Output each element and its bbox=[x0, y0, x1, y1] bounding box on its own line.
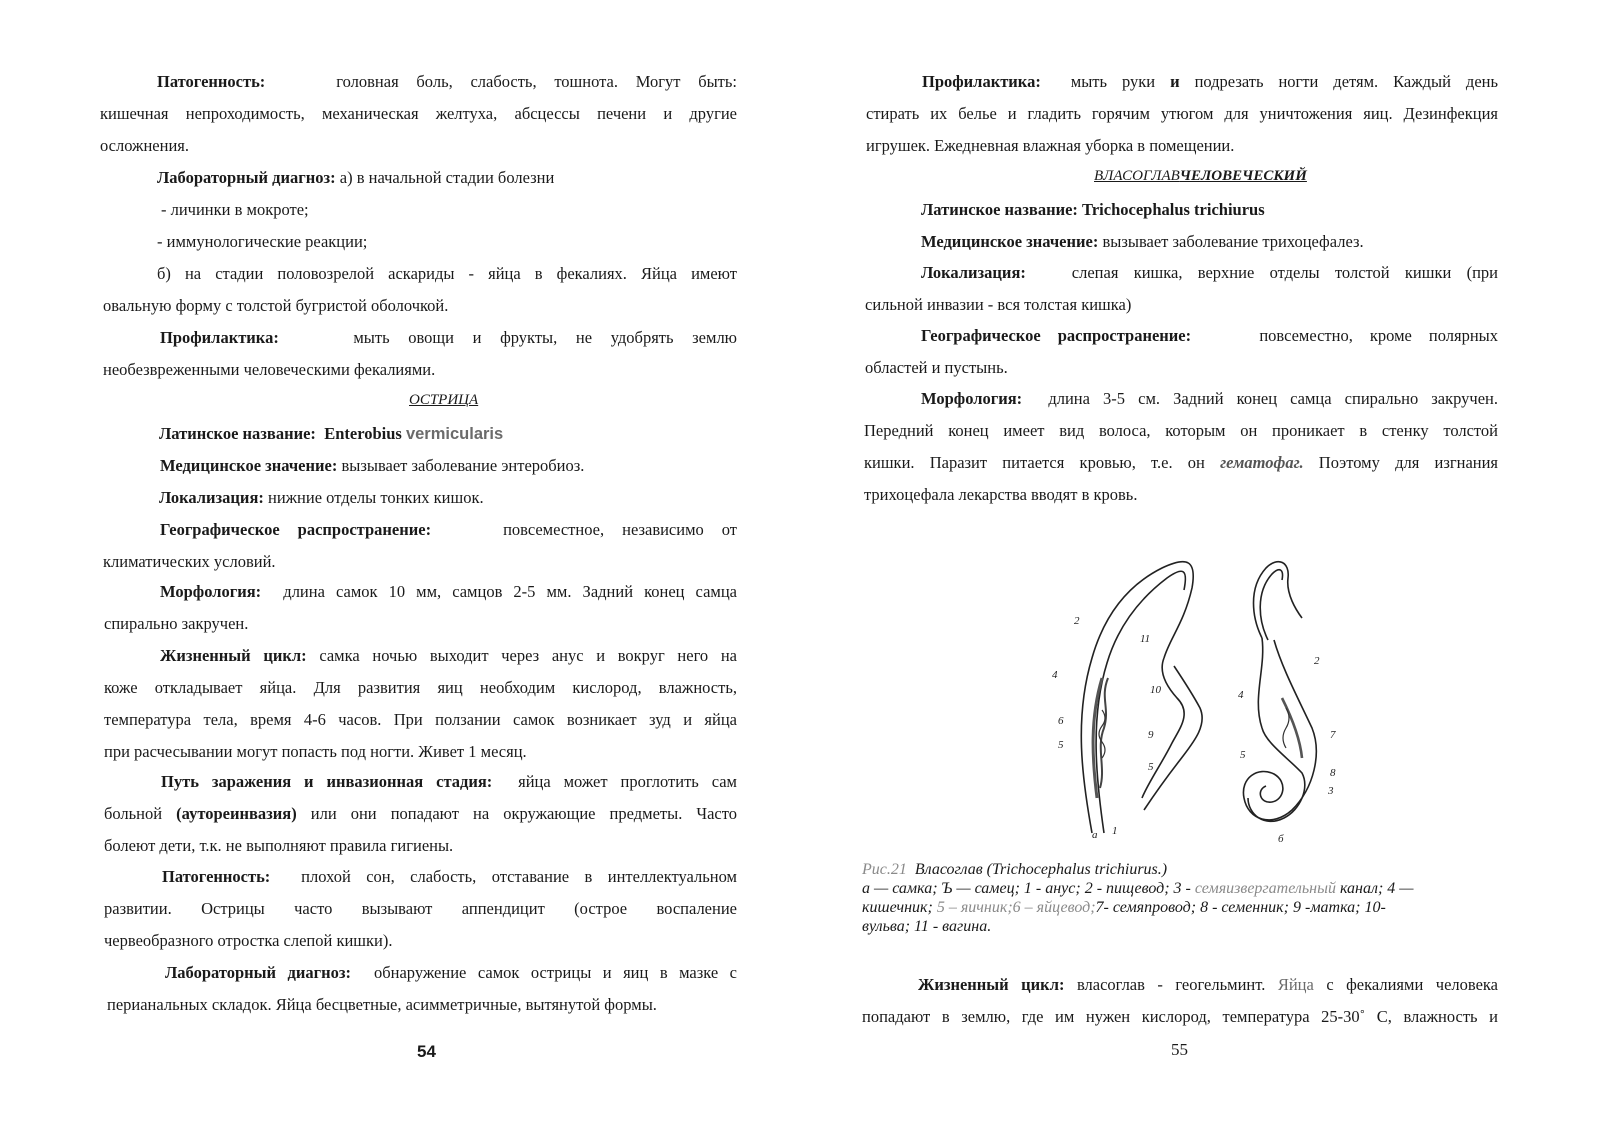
localization-label: Локализация: bbox=[159, 488, 264, 507]
pathogenicity2-line3: червеобразного отростка слепой кишки). bbox=[104, 931, 393, 950]
pathogenicity-label: Патогенность: bbox=[157, 72, 266, 91]
fig-label-7: 7 bbox=[1330, 729, 1336, 741]
lifecycle-line3: температура тела, время 4-6 часов. При ползании самок возникает зуд и яйца bbox=[104, 710, 737, 729]
r-morphology-line1 bbox=[921, 383, 1498, 415]
text-span: власоглав - геогельминт. bbox=[1076, 975, 1266, 994]
fig-label-a: a bbox=[1092, 829, 1098, 841]
fig-label-b: б bbox=[1278, 833, 1284, 845]
text-span: яйца может проглотить сам bbox=[518, 772, 737, 791]
text-span: больной bbox=[104, 804, 163, 823]
text-span: мыть овощи и фрукты, не удобрять землю bbox=[353, 328, 737, 347]
r-lifecycle-line1 bbox=[918, 969, 1498, 1001]
text-span: длина самок 10 мм, самцов 2-5 мм. Задний конец самца bbox=[283, 582, 738, 601]
text-span: и bbox=[1170, 72, 1180, 91]
r-localization-line2: сильной инвазии - вся толстая кишка) bbox=[865, 295, 1132, 314]
lab-diagnosis-label: Лабораторный диагноз: bbox=[157, 168, 336, 187]
fig-label-2m: 2 bbox=[1314, 655, 1320, 667]
lab-diagnosis2-line1 bbox=[165, 957, 737, 989]
infection-route-label: Путь заражения и инвазионная стадия: bbox=[161, 772, 493, 791]
lab-stage-b-line1: б) на стадии половозрелой аскариды - яйца в фекалиях. Яйца имеют bbox=[157, 264, 737, 283]
autoreinvasion-term: (аутореинвазия) bbox=[176, 804, 297, 823]
lifecycle-label: Жизненный цикл: bbox=[160, 646, 307, 665]
fig-label-1: 1 bbox=[1112, 825, 1118, 837]
r-geography-line2: областей и пустынь. bbox=[865, 358, 1008, 377]
section-title-whipworm bbox=[1094, 168, 1307, 185]
r-prophylaxis-label: Профилактика: bbox=[922, 72, 1041, 91]
lab-diagnosis2-label: Лабораторный диагноз: bbox=[165, 963, 352, 982]
page-number-left: 54 bbox=[417, 1042, 436, 1061]
caption-legend-line1 bbox=[862, 879, 1512, 898]
r-localization-label: Локализация: bbox=[921, 263, 1026, 282]
text-span: длина 3-5 см. Задний конец самца спирально закручен. bbox=[1048, 389, 1499, 408]
r-prophylaxis-line2: стирать их белье и гладить горячим утюгом для уничтожения яиц. Дезинфекция bbox=[866, 104, 1498, 123]
pathogenicity2-line2: развитии. Острицы часто вызывают аппендицит (острое воспаление bbox=[104, 899, 737, 918]
text-span: канал; 4 — bbox=[1339, 880, 1414, 897]
text-span: слепая кишка, верхние отделы толстой кишки (при bbox=[1071, 263, 1498, 282]
pathogenicity2-label: Патогенность: bbox=[162, 867, 271, 886]
section-title-pinworm: ОСТРИЦА bbox=[409, 392, 479, 408]
morphology-line2: спирально закручен. bbox=[104, 614, 249, 633]
fig-label-3: 3 bbox=[1328, 785, 1334, 797]
fig-label-10: 10 bbox=[1150, 684, 1161, 696]
text-span: семяизвергательный bbox=[1194, 880, 1336, 897]
lab-diagnosis2-line2: перианальных складок. Яйца бесцветные, асимметричные, вытянутой формы. bbox=[107, 995, 657, 1014]
text-span: нижние отделы тонких кишок. bbox=[268, 488, 484, 507]
text-span: плохой сон, слабость, отставание в интеллектуальном bbox=[301, 867, 737, 886]
fig-label-9: 9 bbox=[1148, 729, 1154, 741]
pathogenicity-line2: кишечная непроходимость, механическая желтуха, абсцессы печени и другие bbox=[100, 104, 737, 123]
text-span: Поэтому для изгнания bbox=[1318, 453, 1499, 472]
r-prophylaxis-line1 bbox=[922, 66, 1498, 98]
lab-stage-b-line2: овальную форму с толстой бугристой оболочкой. bbox=[103, 296, 449, 315]
latin-name-label: Латинское название: bbox=[159, 424, 316, 443]
fig-label-8: 8 bbox=[1330, 767, 1336, 779]
fig-label-2: 2 bbox=[1074, 615, 1080, 627]
geography-line1 bbox=[160, 514, 737, 546]
caption-title-line bbox=[862, 860, 1512, 879]
r-lifecycle-line2: попадают в землю, где им нужен кислород, температура 25-30˚ С, влажность и bbox=[862, 1007, 1498, 1026]
lifecycle-line1 bbox=[160, 640, 737, 672]
fig-label-6: 6 bbox=[1058, 715, 1064, 727]
morphology-line1 bbox=[160, 576, 737, 608]
text-span: Яйца bbox=[1277, 975, 1314, 994]
lab-item-sputum: - личинки в мокроте; bbox=[161, 200, 309, 219]
r-morphology-line3 bbox=[864, 447, 1498, 479]
pathogenicity2-line1 bbox=[162, 861, 737, 893]
latin-species: vermicularis bbox=[405, 425, 504, 443]
text-span: 5 – яичник;6 – яйцевод; bbox=[936, 899, 1096, 916]
r-lifecycle-label: Жизненный цикл: bbox=[918, 975, 1065, 994]
r-latin-name-label: Латинское название: Trichocephalus trichiurus bbox=[921, 200, 1265, 219]
r-geography-label: Географическое распространение: bbox=[921, 326, 1192, 345]
hematophage-term: гематофаг. bbox=[1220, 453, 1304, 472]
text-span: самка ночью выходит через анус и вокруг него на bbox=[319, 646, 737, 665]
r-morphology-line4: трихоцефала лекарства вводят в кровь. bbox=[864, 485, 1138, 504]
prophylaxis-label: Профилактика: bbox=[160, 328, 279, 347]
text-span: ЧЕЛОВЕЧЕСКИЙ bbox=[1179, 168, 1307, 184]
r-medical-significance-label: Медицинское значение: bbox=[921, 232, 1099, 251]
whipworm-figure bbox=[1052, 548, 1342, 848]
geography-label: Географическое распространение: bbox=[160, 520, 432, 539]
medical-significance-line bbox=[160, 450, 584, 482]
lab-item-immuno: - иммунологические реакции; bbox=[157, 232, 368, 251]
text-span: обнаружение самок острицы и яиц в мазке с bbox=[374, 963, 738, 982]
figure-caption bbox=[862, 860, 1512, 936]
lifecycle-line4: при расчесывании могут попасть под ногти. Живет 1 месяц. bbox=[104, 742, 527, 761]
text-span: повсеместно, кроме полярных bbox=[1259, 326, 1499, 345]
morphology-label: Морфология: bbox=[160, 582, 262, 601]
right-page bbox=[800, 0, 1600, 1136]
text-span: вызывает заболевание энтеробиоз. bbox=[341, 456, 585, 475]
medical-significance-label: Медицинское значение: bbox=[160, 456, 338, 475]
prophylaxis-line2: необезвреженными человеческими фекалиями. bbox=[103, 360, 436, 379]
pathogenicity-line1 bbox=[157, 66, 737, 98]
latin-genus: Enterobius bbox=[324, 424, 402, 443]
fig-label-5m: 5 bbox=[1240, 749, 1246, 761]
text-span: а) в начальной стадии болезни bbox=[339, 168, 555, 187]
text-span: а — самка; Ъ — самец; 1 - анус; 2 - пищевод; 3 - bbox=[862, 880, 1191, 897]
text-span: кишечник; bbox=[862, 899, 933, 916]
male-worm-drawing bbox=[1243, 562, 1316, 822]
text-span: 7- семяпровод; 8 - семенник; 9 -матка; 10- bbox=[1095, 899, 1386, 916]
pathogenicity-line3: осложнения. bbox=[100, 136, 189, 155]
localization-line bbox=[159, 482, 484, 514]
fig-label-5: 5 bbox=[1058, 739, 1064, 751]
caption-legend-line3: вульва; 11 - вагина. bbox=[862, 918, 992, 935]
latin-name-line bbox=[159, 418, 503, 450]
page-number-right: 55 bbox=[1171, 1040, 1188, 1059]
fig-label-11: 11 bbox=[1140, 633, 1151, 645]
text-span: мыть руки bbox=[1070, 72, 1156, 91]
text-span: вызывает заболевание трихоцефалез. bbox=[1102, 232, 1364, 251]
r-latin-name-line bbox=[921, 194, 1265, 226]
text-span: кишки. Паразит питается кровью, т.е. он bbox=[864, 453, 1205, 472]
text-span: с фекалиями человека bbox=[1326, 975, 1498, 994]
infection-route-line1 bbox=[161, 766, 737, 798]
infection-route-line2 bbox=[104, 798, 737, 830]
geography-line2: климатических условий. bbox=[103, 552, 276, 571]
prophylaxis-line1 bbox=[160, 322, 737, 354]
text-span: головная боль, слабость, тошнота. Могут быть: bbox=[336, 72, 737, 91]
r-geography-line1 bbox=[921, 320, 1498, 352]
r-morphology-line2: Передний конец имеет вид волоса, которым он проникает в стенку толстой bbox=[864, 421, 1498, 440]
r-localization-line1 bbox=[921, 257, 1498, 289]
infection-route-line3: болеют дети, т.к. не выполняют правила гигиены. bbox=[104, 836, 454, 855]
r-medical-significance-line bbox=[921, 226, 1364, 258]
fig-label-4m: 4 bbox=[1238, 689, 1244, 701]
caption-title: Власоглав (Trichocephalus trichiurus.) bbox=[914, 861, 1168, 878]
fig-label-5b: 5 bbox=[1148, 761, 1154, 773]
fig-label-4: 4 bbox=[1052, 669, 1058, 681]
r-morphology-label: Морфология: bbox=[921, 389, 1023, 408]
text-span: или они попадают на окружающие предметы. Часто bbox=[310, 804, 737, 823]
text-span: ВЛАСОГЛАВ bbox=[1094, 168, 1180, 184]
female-worm-drawing bbox=[1081, 562, 1202, 833]
lab-diagnosis-line1 bbox=[157, 162, 554, 194]
r-prophylaxis-line3: игрушек. Ежедневная влажная уборка в помещении. bbox=[866, 136, 1235, 155]
caption-fig-number: Рис.21 bbox=[862, 861, 907, 878]
text-span: повсеместное, независимо от bbox=[503, 520, 738, 539]
lifecycle-line2: коже откладывает яйца. Для развития яиц необходим кислород, влажность, bbox=[104, 678, 737, 697]
caption-legend-line2 bbox=[862, 898, 1512, 917]
text-span: подрезать ногти детям. Каждый день bbox=[1194, 72, 1499, 91]
